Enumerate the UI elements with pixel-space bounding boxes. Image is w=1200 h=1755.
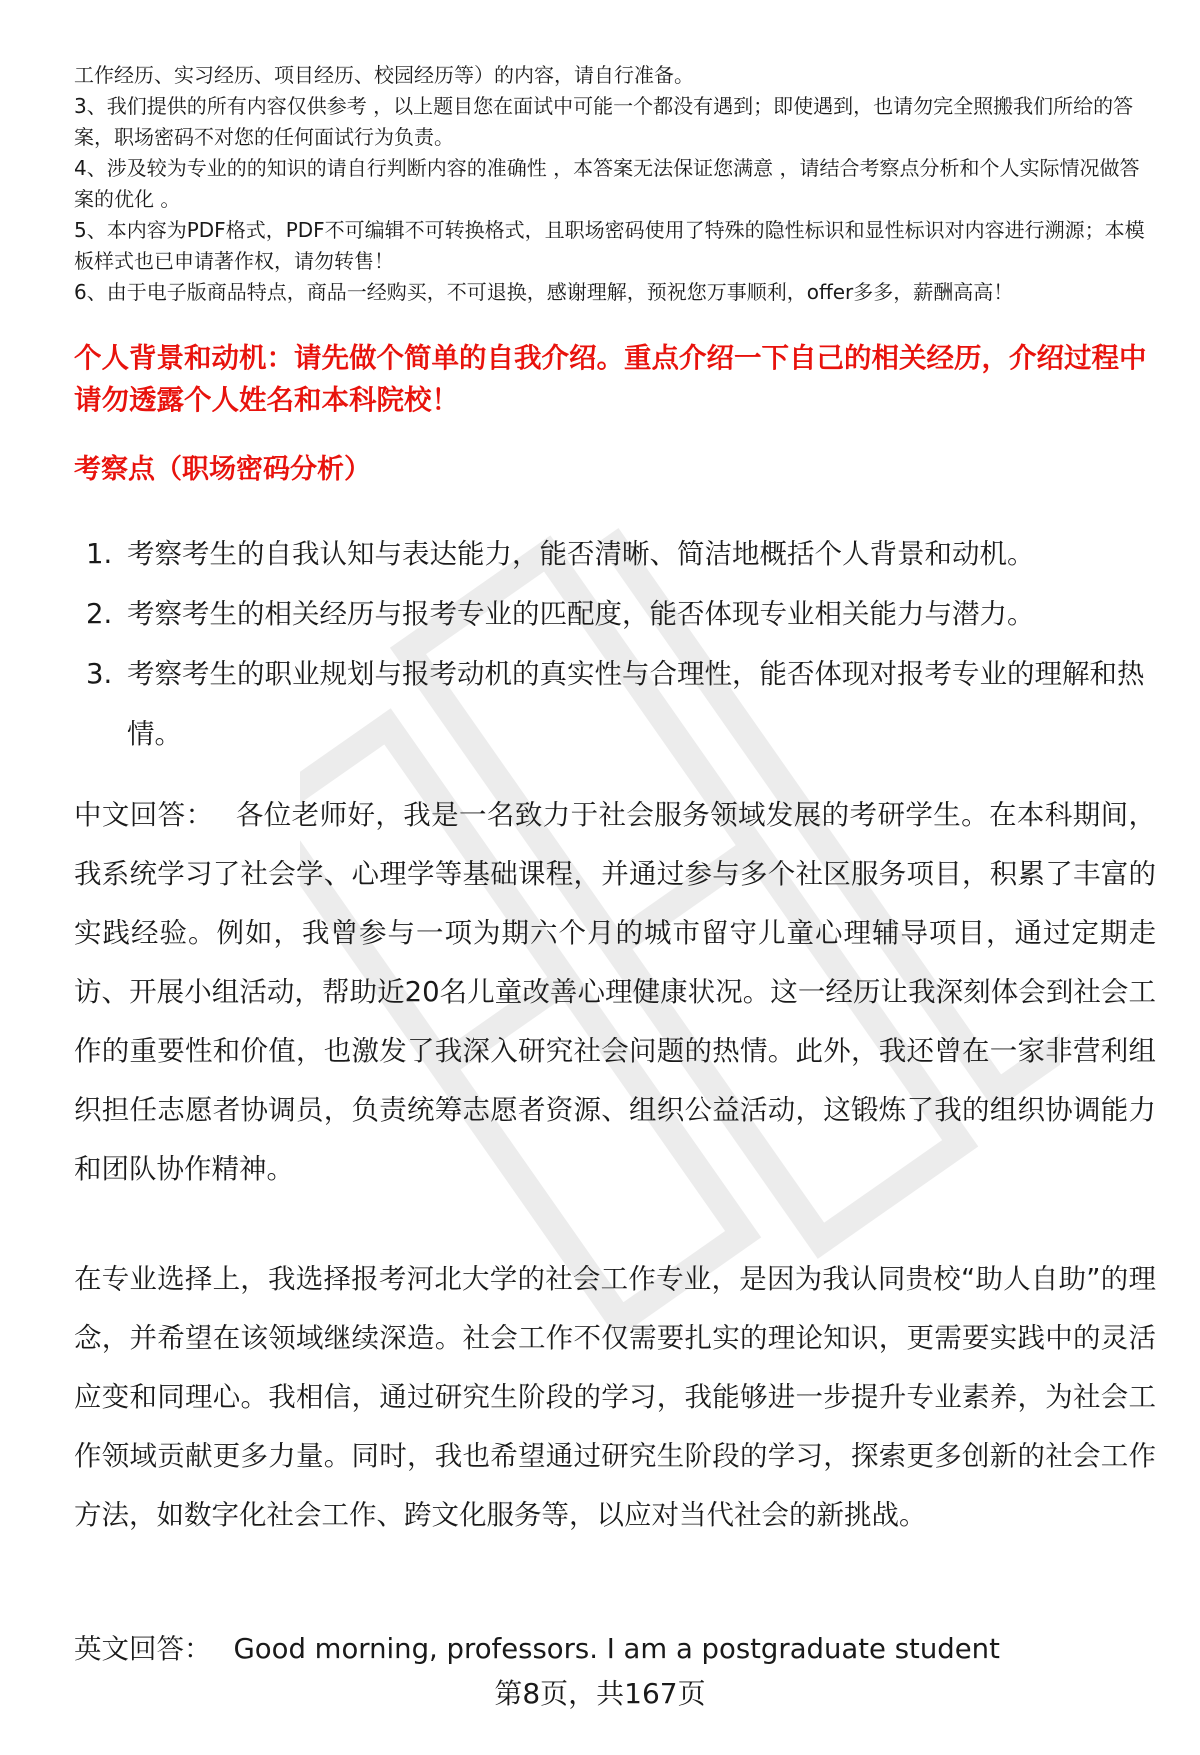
notice-list xyxy=(74,60,1154,308)
analysis-point xyxy=(74,524,1154,584)
analysis-points xyxy=(74,524,1154,764)
point-number: 2. xyxy=(86,598,113,630)
english-answer-label: 英文回答： xyxy=(74,1633,212,1665)
chinese-answer-label: 中文回答： xyxy=(74,799,214,831)
point-number: 3. xyxy=(86,658,113,690)
notice-item: 4、涉及较为专业的的知识的请自行判断内容的准确性 ，本答案无法保证您满意 ，请结合考察点分析和个人实际情况做答案的优化 。 xyxy=(74,156,1140,211)
notice-item: 5、本内容为PDF格式，PDF不可编辑不可转换格式，且职场密码使用了特殊的隐性标识和显性标识对内容进行溯源；本模板样式也已申请著作权，请勿转售！ xyxy=(74,218,1145,273)
point-text: 考察考生的自我认知与表达能力，能否清晰、简洁地概括个人背景和动机。 xyxy=(127,538,1035,570)
page-number: 第8页，共167页 xyxy=(494,1677,706,1710)
chinese-answer-paragraph-2: 在专业选择上，我选择报考河北大学的社会工作专业，是因为我认同贵校“助人自助”的理念，并希望在该领域继续深造。社会工作不仅需要扎实的理论知识，更需要实践中的灵活应变和同理心。我相信，通过研究生阶段的学习，我能够进一步提升专业素养，为社会工作领域贡献更多力量。同时，我也希望通过研究生阶段的学习，探索更多创新的社会工作方法，如数字化社会工作、跨文化服务等，以应对当代社会的新挑战。 xyxy=(74,1263,1156,1531)
chinese-answer-paragraph xyxy=(74,786,1156,1199)
analysis-point xyxy=(74,644,1154,764)
notice-item: 工作经历、实习经历、项目经历、校园经历等）的内容，请自行准备。 xyxy=(74,63,694,87)
point-text: 考察考生的职业规划与报考动机的真实性与合理性，能否体现对报考专业的理解和热情。 xyxy=(127,658,1145,750)
point-text: 考察考生的相关经历与报考专业的匹配度，能否体现专业相关能力与潜力。 xyxy=(127,598,1035,630)
chinese-answer-text: 各位老师好，我是一名致力于社会服务领域发展的考研学生。在本科期间，我系统学习了社会学、心理学等基础课程，并通过参与多个社区服务项目，积累了丰富的实践经验。例如，我曾参与一项为期六个月的城市留守儿童心理辅导项目，通过定期走访、开展小组活动，帮助近20名儿童改善心理健康状况。这一经历让我深刻体会到社会工作的重要性和价值，也激发了我深入研究社会问题的热情。此外，我还曾在一家非营利组织担任志愿者协调员，负责统筹志愿者资源、组织公益活动，这锻炼了我的组织协调能力和团队协作精神。 xyxy=(74,799,1157,1185)
notice-item: 6、由于电子版商品特点，商品一经购买，不可退换，感谢理解，预祝您万事顺利，offer多多，薪酬高高！ xyxy=(74,280,1014,304)
point-number: 1. xyxy=(86,538,113,570)
english-answer-text: Good morning, professors. I am a postgraduate student xyxy=(233,1633,1000,1665)
analysis-heading: 考察点（职场密码分析） xyxy=(74,454,371,485)
analysis-point xyxy=(74,584,1154,644)
question-heading: 个人背景和动机：请先做个简单的自我介绍。重点介绍一下自己的相关经历，介绍过程中请勿透露个人姓名和本科院校！ xyxy=(74,342,1147,416)
notice-item: 3、我们提供的所有内容仅供参考 ，以上题目您在面试中可能一个都没有遇到；即使遇到，也请勿完全照搬我们所给的答案，职场密码不对您的任何面试行为负责。 xyxy=(74,94,1134,149)
english-answer-paragraph xyxy=(74,1620,1156,1679)
